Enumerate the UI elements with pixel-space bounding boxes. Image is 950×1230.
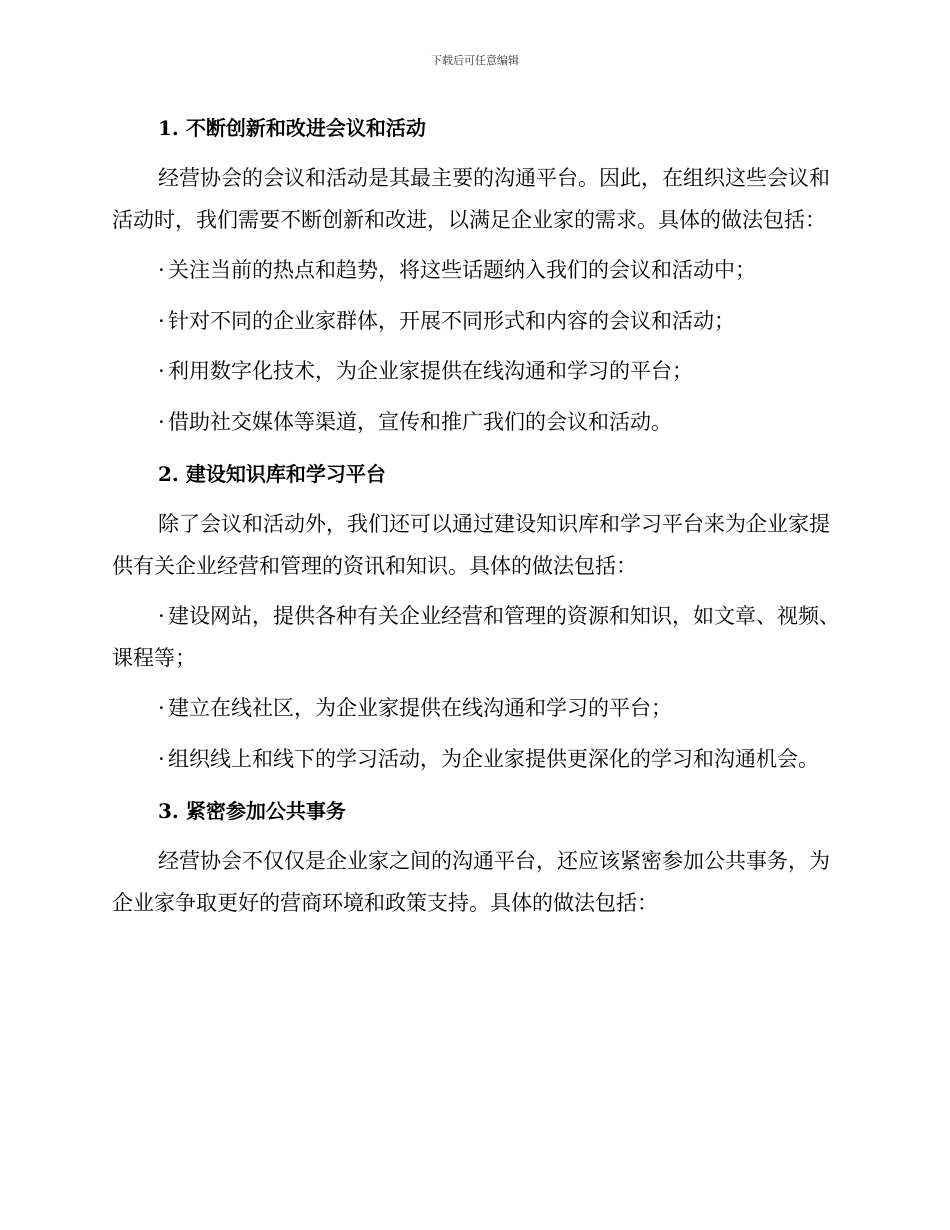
bullet-marker: · bbox=[158, 308, 165, 333]
list-item-text: 建立在线社区，为企业家提供在线沟通和学习的平台； bbox=[168, 696, 672, 720]
list-item bbox=[112, 351, 840, 393]
section-intro-3: 经营协会不仅仅是企业家之间的沟通平台，还应该紧密参加公共事务，为企业家争取更好的营商环境和政策支持。具体的做法包括： bbox=[112, 849, 830, 915]
list-item bbox=[112, 250, 840, 292]
section-intro-2: 除了会议和活动外，我们还可以通过建设知识库和学习平台来为企业家提供有关企业经营和管理的资讯和知识。具体的做法包括： bbox=[112, 512, 830, 578]
list-item-text: 建设网站，提供各种有关企业经营和管理的资源和知识，如文章、视频、课程等； bbox=[112, 604, 840, 670]
list-item-text: 借助社交媒体等渠道，宣传和推广我们的会议和活动。 bbox=[168, 409, 672, 434]
section-heading-1: 1. 不断创新和改进会议和活动 bbox=[158, 116, 426, 140]
bullet-marker: · bbox=[158, 746, 165, 771]
bullet-marker: · bbox=[158, 258, 165, 282]
document-body bbox=[112, 108, 840, 933]
list-item-text: 利用数字化技术，为企业家提供在线沟通和学习的平台； bbox=[168, 359, 693, 383]
section-intro-1: 经营协会的会议和活动是其最主要的沟通平台。因此，在组织这些会议和活动时，我们需要不断创新和改进，以满足企业家的需求。具体的做法包括： bbox=[112, 166, 830, 232]
page-header-note: 下载后可任意编辑 bbox=[431, 54, 519, 67]
list-item bbox=[112, 596, 840, 679]
bullet-marker: · bbox=[158, 359, 165, 383]
list-item bbox=[112, 688, 840, 730]
bullet-marker: · bbox=[158, 409, 165, 434]
list-item-text: 关注当前的热点和趋势，将这些话题纳入我们的会议和活动中； bbox=[168, 258, 756, 282]
list-item bbox=[112, 301, 840, 343]
list-item bbox=[112, 402, 840, 444]
bullet-marker: · bbox=[158, 696, 165, 720]
section-heading-3: 3. 紧密参加公共事务 bbox=[158, 799, 346, 823]
list-item-text: 针对不同的企业家群体，开展不同形式和内容的会议和活动； bbox=[168, 308, 735, 333]
section-heading-2: 2. 建设知识库和学习平台 bbox=[158, 462, 386, 486]
bullet-marker: · bbox=[158, 604, 165, 628]
list-item bbox=[112, 739, 840, 781]
list-item-text: 组织线上和线下的学习活动，为企业家提供更深化的学习和沟通机会。 bbox=[168, 746, 819, 771]
